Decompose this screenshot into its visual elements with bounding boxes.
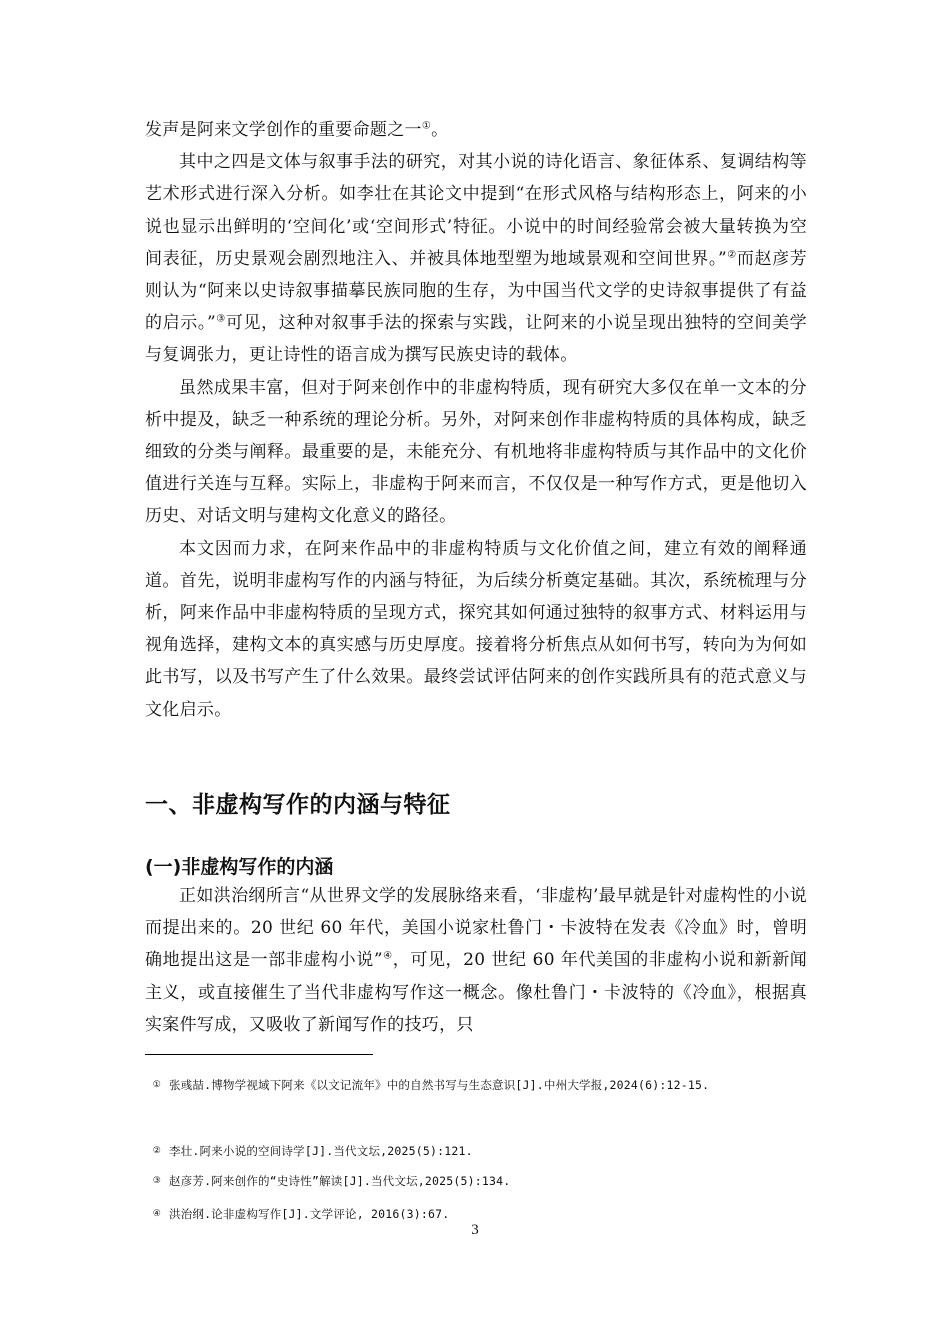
footnote-ref[interactable]: ② [726,249,737,261]
footnote-mark: ② [152,1146,161,1156]
paragraph: 发声是阿来文学创作的重要命题之一①。 [145,120,449,140]
page-number: 3 [471,1222,479,1238]
body-text-upper [145,114,807,726]
footnote-text: 赵彦芳.阿来创作的“史诗性”解读[J].当代文坛,2025(5):134. [169,1174,511,1188]
footnote-mark: ③ [152,1176,161,1186]
footnote [145,1070,805,1100]
footnote-separator [145,1054,373,1055]
footnote-text: 李壮.阿来小说的空间诗学[J].当代文坛,2025(5):121. [169,1144,473,1158]
paragraph: 其中之四是文体与叙事手法的研究，对其小说的诗化语言、象征体系、复调结构等艺术形式进行深入分析。如李壮在其论文中提到“在形式风格与结构形态上，阿来的小说也显示出鲜明的‘空间化’或‘空间形式’特征。小说中的时间经验常会被大量转换为空间表征，历史景观会剧烈地注入、并被具体地型塑为地域景观和空间世界。”②而赵彦芳则认为“阿来以史诗叙事描摹民族同胞的生存，为中国当代文学的史诗叙事提供了有益的启示。”③可见，这种对叙事手法的探索与实践，让阿来的小说呈现出独特的空间美学与复调张力，更让诗性的语言成为撰写民族史诗的载体。 [145,152,808,366]
footnote-mark: ① [152,1080,161,1090]
subsection-heading: (一)非虚构写作的内涵 [145,856,334,878]
paragraph: 正如洪治纲所言“从世界文学的发展脉络来看，‘非虚构’最早就是针对虚构性的小说而提出来的。20 世纪 60 年代，美国小说家杜鲁门・卡波特在发表《冷血》时，曾明确地提出这是一部非虚构小说”④，可见，20 世纪 60 年代美国的非虚构小说和新新闻主义，或直接催生了当代非虚构写作这一概念。像杜鲁门・卡波特的《冷血》，根据真实案件写成，又吸收了新闻写作的技巧，只 [145,886,808,1035]
footnote-text: 张彧喆.博物学视域下阿来《以文记流年》中的自然书写与生态意识[J].中州大学报,2024(6):12-15. [169,1078,710,1092]
paragraph: 本文因而力求，在阿来作品中的非虚构特质与文化价值之间，建立有效的阐释通道。首先，说明非虚构写作的内涵与特征，为后续分析奠定基础。其次，系统梳理与分析，阿来作品中非虚构特质的呈现方式，探究其如何通过独特的叙事方式、材料运用与视角选择，建构文本的真实感与历史厚度。接着将分析焦点从如何书写，转向为为何如此书写，以及书写产生了什么效果。最终尝试评估阿来的创作实践所具有的范式意义与文化启示。 [145,538,807,720]
paragraph: 虽然成果丰富，但对于阿来创作中的非虚构特质，现有研究大多仅在单一文本的分析中提及，缺乏一种系统的理论分析。另外，对阿来创作非虚构特质的具体构成，缺乏细致的分类与阐释。最重要的是，未能充分、有机地将非虚构特质与其作品中的文化价值进行关连与互释。实际上，非虚构于阿来而言，不仅仅是一种写作方式，更是他切入历史、对话文明与建构文化意义的路径。 [145,377,807,527]
footnote-text: 洪治纲.论非虚构写作[J].文学评论, 2016(3):67. [169,1207,450,1221]
footnote [145,1166,805,1196]
footnote-ref[interactable]: ③ [215,313,226,325]
footnote [145,1136,805,1166]
footnote-ref[interactable]: ④ [382,950,393,962]
footnote-mark: ④ [152,1209,161,1219]
footnote-ref[interactable]: ① [421,120,432,132]
section-heading: 一、非虚构写作的内涵与特征 [145,792,451,818]
body-text-lower [145,880,807,1041]
